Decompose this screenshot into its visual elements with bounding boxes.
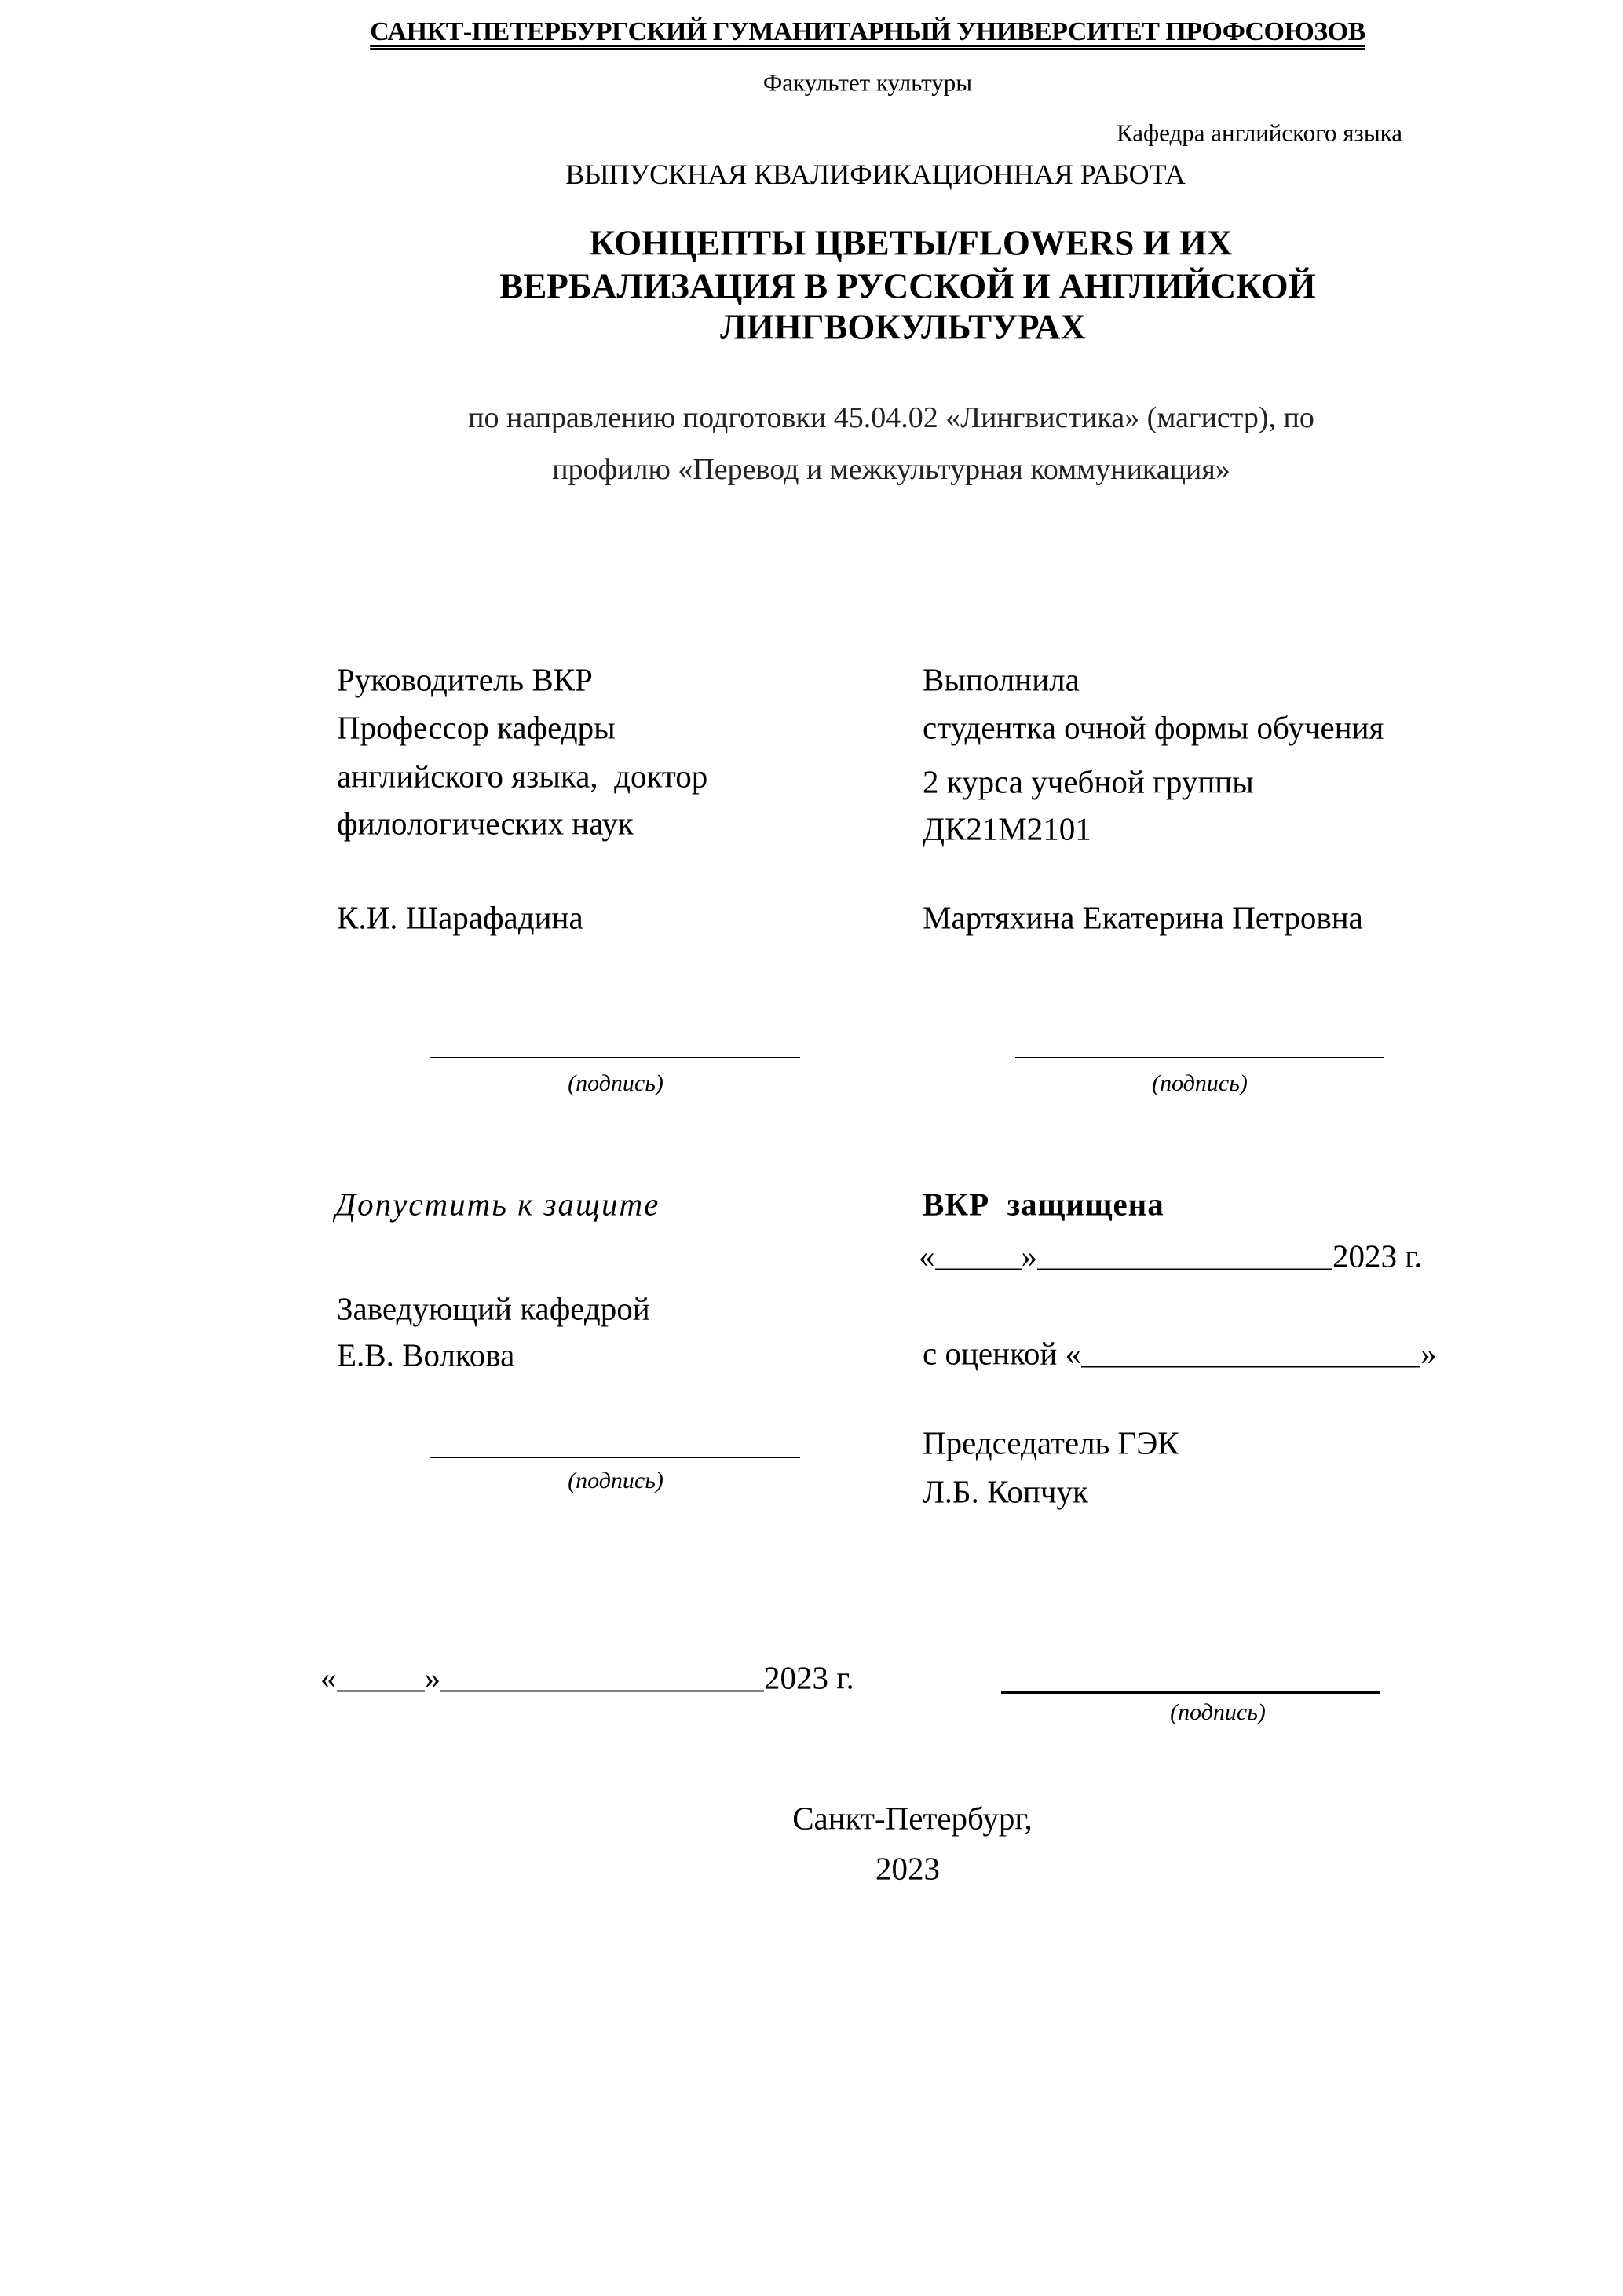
head-of-department-name: Е.В. Волкова (337, 1336, 515, 1373)
student-line: 2 курса учебной группы (923, 763, 1254, 800)
admission-date (320, 1659, 854, 1696)
year: 2023 (875, 1850, 940, 1887)
date-year: 2023 г. (764, 1659, 854, 1696)
student-signature-line (1015, 1057, 1384, 1058)
chair-name: Л.Б. Копчук (923, 1473, 1088, 1510)
defense-label: ВКР защищена (923, 1186, 1164, 1223)
direction-line-1: по направлению подготовки 45.04.02 «Лингвистика» (магистр), по (468, 401, 1314, 434)
work-type: ВЫПУСКНАЯ КВАЛИФИКАЦИОННАЯ РАБОТА (565, 159, 1186, 190)
student-line: Выполнила (923, 661, 1080, 698)
defense-date (919, 1238, 1423, 1274)
month-blank (440, 1691, 764, 1692)
date-year: 2023 г. (1332, 1238, 1423, 1274)
head-of-department-role: Заведующий кафедрой (337, 1290, 650, 1327)
supervisor-line: Профессор кафедры (337, 709, 616, 746)
faculty-name: Факультет культуры (762, 68, 973, 97)
title-line-2: ВЕРБАЛИЗАЦИЯ В РУССКОЙ И АНГЛИЙСКОЙ (499, 266, 1316, 306)
grade-field (923, 1335, 1437, 1372)
university-name: САНКТ-ПЕТЕРБУРГСКИЙ ГУМАНИТАРНЫЙ УНИВЕРСИТЕТ ПРОФСОЮЗОВ (370, 17, 1365, 46)
city: Санкт-Петербург, (792, 1800, 1033, 1837)
date-open: « (320, 1659, 337, 1696)
date-mid: » (1021, 1238, 1037, 1274)
supervisor-name: К.И. Шарафадина (337, 899, 583, 936)
title-line-1: КОНЦЕПТЫ ЦВЕТЫ/FLOWERS И ИХ (589, 223, 1233, 263)
date-mid: » (424, 1659, 440, 1696)
head-signature-line (430, 1457, 800, 1458)
student-line: студентка очной формы обучения (923, 709, 1384, 746)
student-line: ДК21М2101 (923, 810, 1091, 847)
date-open: « (919, 1238, 935, 1274)
admission-label: Допустить к защите (335, 1186, 660, 1223)
grade-blank (1081, 1366, 1420, 1368)
signature-caption: (подпись) (1152, 1070, 1248, 1096)
grade-suffix: » (1420, 1335, 1437, 1372)
chair-role: Председатель ГЭК (923, 1424, 1179, 1461)
direction-line-2: профилю «Перевод и межкультурная коммуникация» (552, 453, 1230, 486)
department-name: Кафедра английского языка (1116, 119, 1402, 147)
supervisor-signature-line (430, 1057, 800, 1058)
day-blank (935, 1269, 1022, 1270)
supervisor-line: Руководитель ВКР (337, 661, 593, 698)
grade-prefix: с оценкой « (923, 1335, 1082, 1372)
supervisor-line: английского языка, доктор (337, 758, 708, 795)
supervisor-line: филологических наук (337, 805, 634, 842)
signature-caption: (подпись) (568, 1070, 663, 1096)
month-blank (1037, 1269, 1332, 1270)
title-line-3: ЛИНГВОКУЛЬТУРАХ (720, 307, 1086, 347)
signature-caption: (подпись) (568, 1468, 663, 1493)
student-name: Мартяхина Екатерина Петровна (923, 899, 1363, 936)
chair-signature-line (1001, 1691, 1380, 1694)
signature-caption: (подпись) (1170, 1699, 1266, 1725)
day-blank (337, 1691, 425, 1692)
